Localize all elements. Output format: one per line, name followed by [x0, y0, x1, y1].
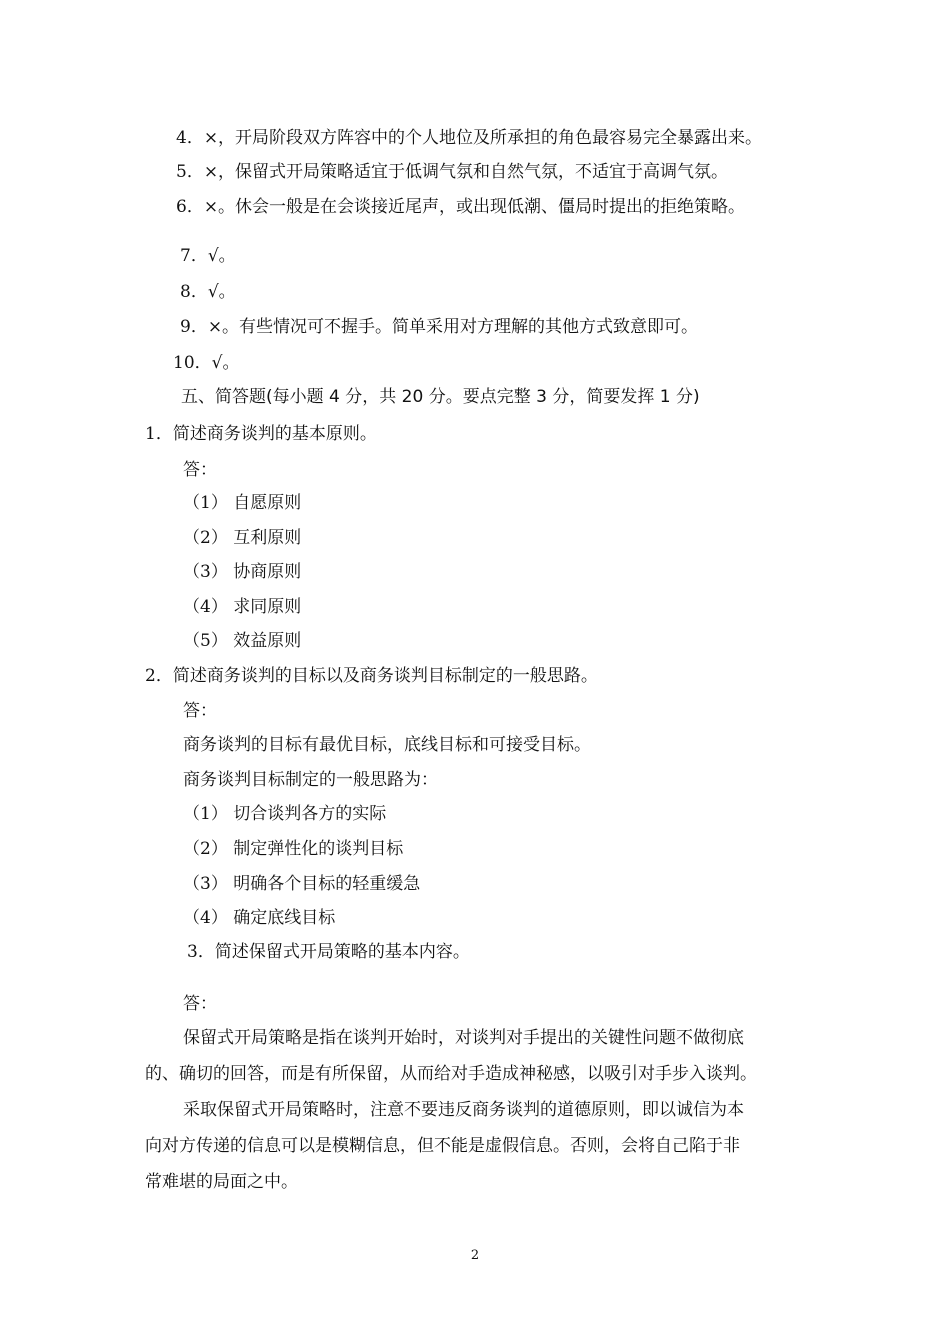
q2-answer-line-2: 商务谈判目标制定的一般思路为： [183, 770, 438, 790]
q1-point-2: （2） 互利原则 [183, 528, 302, 548]
tf-answer-7: 7．√。 [180, 246, 236, 266]
question-1: 1．简述商务谈判的基本原则。 [145, 424, 377, 444]
q2-point-2: （2） 制定弹性化的谈判目标 [183, 839, 404, 859]
q2-point-3: （3） 明确各个目标的轻重缓急 [183, 874, 421, 894]
q3-paragraph-2-line-2: 向对方传递的信息可以是模糊信息，但不能是虚假信息。否则，会将自己陷于非 [145, 1136, 740, 1156]
tf-answer-9: 9．×。有些情况可不握手。简单采用对方理解的其他方式致意即可。 [180, 317, 699, 337]
q1-point-5: （5） 效益原则 [183, 631, 302, 651]
q3-paragraph-2-line-1: 采取保留式开局策略时，注意不要违反商务谈判的道德原则，即以诚信为本 [183, 1100, 744, 1120]
q2-answer-line-1: 商务谈判的目标有最优目标，底线目标和可接受目标。 [183, 735, 591, 755]
q2-point-1: （1） 切合谈判各方的实际 [183, 804, 387, 824]
q2-point-4: （4） 确定底线目标 [183, 908, 336, 928]
answer-label: 答： [183, 701, 217, 721]
q1-point-3: （3） 协商原则 [183, 562, 302, 582]
q3-paragraph-1-line-2: 的、确切的回答，而是有所保留，从而给对手造成神秘感，以吸引对手步入谈判。 [145, 1064, 757, 1084]
tf-answer-6: 6．×。休会一般是在会谈接近尾声，或出现低潮、僵局时提出的拒绝策略。 [176, 197, 746, 217]
question-2: 2．简述商务谈判的目标以及商务谈判目标制定的一般思路。 [145, 666, 598, 686]
tf-answer-10: 10．√。 [173, 353, 240, 373]
q1-point-1: （1） 自愿原则 [183, 493, 302, 513]
question-3: 3．简述保留式开局策略的基本内容。 [187, 942, 470, 962]
tf-answer-5: 5．×，保留式开局策略适宜于低调气氛和自然气氛，不适宜于高调气氛。 [176, 162, 729, 182]
tf-answer-8: 8．√。 [180, 282, 236, 302]
answer-label: 答： [183, 460, 217, 480]
q3-paragraph-1-line-1: 保留式开局策略是指在谈判开始时，对谈判对手提出的关键性问题不做彻底 [183, 1028, 744, 1048]
tf-answer-4: 4．×，开局阶段双方阵容中的个人地位及所承担的角色最容易完全暴露出来。 [176, 128, 763, 148]
q3-paragraph-2-line-3: 常难堪的局面之中。 [145, 1172, 298, 1192]
q1-point-4: （4） 求同原则 [183, 597, 302, 617]
answer-label: 答： [183, 994, 217, 1014]
page-number: 2 [470, 1248, 480, 1263]
section-heading: 五、简答题(每小题 4 分，共 20 分。要点完整 3 分，简要发挥 1 分) [181, 387, 700, 407]
